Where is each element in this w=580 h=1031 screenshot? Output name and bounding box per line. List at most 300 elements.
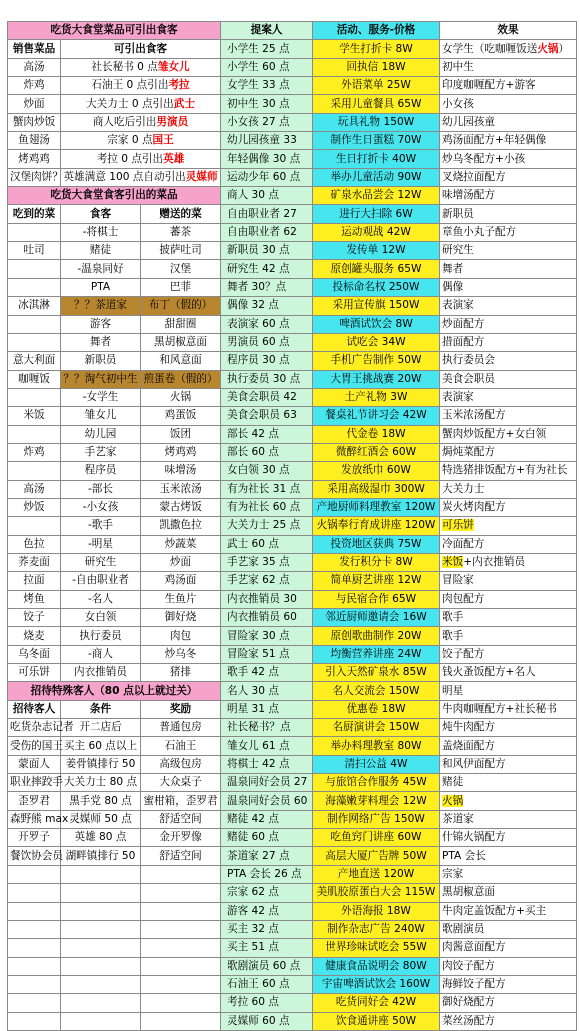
proposer-cell: 游客 42 点	[221, 902, 313, 920]
proposer-cell: 明星 31 点	[221, 700, 313, 718]
table-row	[8, 737, 221, 755]
guest-cell: -将棋士	[61, 223, 141, 241]
proposer-cell: 冒险家 30 点	[221, 627, 313, 645]
table-row	[221, 352, 577, 370]
activity-cell: 制作网络广告 150W	[313, 810, 440, 828]
empty-row	[8, 902, 221, 920]
guest-cell: -部长	[61, 480, 141, 498]
table-row	[8, 847, 221, 865]
header-proposer: 提案人	[221, 22, 313, 40]
table-row	[8, 278, 221, 296]
effect-text: 什锦火锅配方	[442, 831, 506, 844]
empty-cell	[141, 902, 221, 920]
table-row	[221, 278, 577, 296]
effect-text: 执行委员会	[442, 354, 495, 367]
effect-cell	[440, 865, 577, 883]
table-row	[221, 847, 577, 865]
effect-cell	[440, 700, 577, 718]
effect-text: 黑胡椒意面	[442, 886, 495, 899]
gift-dish-cell: 和风意面	[141, 352, 221, 370]
activity-cell: 大胃王挑战赛 20W	[313, 370, 440, 388]
proposer-cell: 买主 32 点	[221, 920, 313, 938]
dish-cell: 蟹肉炒饭	[8, 113, 61, 131]
proposer-cell: 年轻偶像 30 点	[221, 150, 313, 168]
left-table	[7, 21, 221, 1031]
table-row	[221, 774, 577, 792]
proposer-cell: 武士 60 点	[221, 535, 313, 553]
col-header: 吃到的菜	[8, 205, 61, 223]
activity-cell: 发传单 12W	[313, 242, 440, 260]
empty-cell	[141, 865, 221, 883]
gift-dish-cell: 布丁（假的）	[141, 297, 221, 315]
table-row	[8, 388, 221, 406]
top-band	[0, 0, 580, 21]
guest-cell: PTA	[61, 278, 141, 296]
effect-text: 菜丝汤配方	[442, 1014, 495, 1027]
effect-cell	[440, 517, 577, 535]
dish-cell: 烤鸡鸡	[8, 150, 61, 168]
guest-text: 大关力士 0 点引出	[86, 97, 174, 110]
effect-text: 印度咖喱配方+游客	[442, 79, 536, 92]
table-row	[8, 517, 221, 535]
activity-cell: 手机广告制作 50W	[313, 352, 440, 370]
table-row	[8, 572, 221, 590]
table-row	[8, 609, 221, 627]
empty-cell	[8, 884, 61, 902]
effect-text: 舞者	[442, 262, 464, 275]
empty-cell	[141, 994, 221, 1012]
empty-cell	[141, 957, 221, 975]
effect-cell	[440, 58, 577, 76]
guest-name: 灵媒师	[185, 170, 218, 183]
empty-row	[8, 975, 221, 993]
table-row	[221, 535, 577, 553]
table-row	[221, 168, 577, 186]
dish-cell: 鱼翅汤	[8, 132, 61, 150]
effect-cell	[440, 462, 577, 480]
right-header-row	[221, 22, 577, 40]
table-row	[221, 865, 577, 883]
activity-cell: 简单厨艺讲座 12W	[313, 572, 440, 590]
table-row	[8, 260, 221, 278]
guest-cell: 幼儿园	[61, 425, 141, 443]
gift-dish-cell: 甜甜圈	[141, 315, 221, 333]
eaten-dish-cell	[8, 517, 61, 535]
empty-cell	[61, 1012, 141, 1030]
special-guest-cell: 职业摔跤手	[8, 774, 61, 792]
empty-row	[8, 1012, 221, 1030]
activity-cell: 清扫公益 4W	[313, 755, 440, 773]
activity-cell: 外语海报 18W	[313, 902, 440, 920]
proposer-cell: 社长秘书？点	[221, 719, 313, 737]
eaten-dish-cell: 乌冬面	[8, 645, 61, 663]
effect-text: 盖烧面配方	[442, 739, 495, 752]
effect-cell	[440, 755, 577, 773]
table-row	[8, 498, 221, 516]
activity-cell: 饮食通讲座 50W	[313, 1012, 440, 1030]
activity-cell: 微醉红酒会 60W	[313, 443, 440, 461]
effect-cell	[440, 590, 577, 608]
table-row	[8, 829, 221, 847]
special-header-row	[8, 700, 221, 718]
proposer-cell: 商人 30 点	[221, 187, 313, 205]
guest-text: 社长秘书 0 点	[91, 60, 158, 73]
guest-cell: 舞者	[61, 333, 141, 351]
table-row	[221, 95, 577, 113]
activity-cell: 与旅馆合作服务 45W	[313, 774, 440, 792]
guest-cell: -名人	[61, 590, 141, 608]
table-row	[221, 902, 577, 920]
proposer-cell: 女学生 33 点	[221, 77, 313, 95]
activity-cell: 产地厨师料理教室 120W	[313, 498, 440, 516]
proposer-cell: 灵媒师 60 点	[221, 1012, 313, 1030]
effect-cell	[440, 810, 577, 828]
effect-text: 海鲜饺子配方	[442, 978, 506, 991]
section-title-dishes-row	[8, 187, 221, 205]
effect-text: 大关力士	[442, 482, 485, 495]
special-guest-cell: 开罗子	[8, 829, 61, 847]
activity-cell: 海藻嫩芽料理会 12W	[313, 792, 440, 810]
col-header: 食客	[61, 205, 141, 223]
table-row	[8, 132, 221, 150]
table-row	[8, 627, 221, 645]
gift-dish-cell: 巴菲	[141, 278, 221, 296]
effect-text: 幼儿园孩童	[442, 115, 495, 128]
table-row	[221, 590, 577, 608]
empty-row	[8, 884, 221, 902]
effect-cell	[440, 719, 577, 737]
special-guest-cell: 森野熊 max	[8, 810, 61, 828]
effect-cell	[440, 443, 577, 461]
effect-cell	[440, 352, 577, 370]
effect-text: 歌手	[442, 611, 464, 624]
activity-cell: 代金卷 18W	[313, 425, 440, 443]
effect-text: 表演家	[442, 391, 474, 404]
effect-text: PTA 会长	[442, 849, 486, 862]
guest-cell: 内衣推销员	[61, 664, 141, 682]
activity-cell: 学生打折卡 8W	[313, 40, 440, 58]
section-title-special: 招待特殊客人（80 点以上就过关）	[8, 682, 221, 700]
gift-dish-cell: 鸡汤面	[141, 572, 221, 590]
effect-text: 钱火蚤饭配方+名人	[442, 666, 536, 679]
proposer-cell: 有为社长 31 点	[221, 480, 313, 498]
guest-cell	[61, 150, 221, 168]
effect-text: 初中生	[442, 60, 474, 73]
effect-cell	[440, 847, 577, 865]
effect-cell	[440, 609, 577, 627]
effect-cell	[440, 498, 577, 516]
table-row	[8, 223, 221, 241]
gift-dish-cell: 煎蛋卷（假的）	[141, 370, 221, 388]
table-row	[221, 297, 577, 315]
proposer-cell: 茶道家 27 点	[221, 847, 313, 865]
gift-dish-cell: 鸡蛋饭	[141, 407, 221, 425]
table-row	[221, 132, 577, 150]
guest-text: 商人吃后引出	[92, 115, 157, 128]
proposer-cell: 美食会职员 63	[221, 407, 313, 425]
effect-cell	[440, 297, 577, 315]
effect-cell	[440, 77, 577, 95]
activity-cell: 矿泉水品尝会 12W	[313, 187, 440, 205]
effect-cell	[440, 40, 577, 58]
guest-cell: 赌徒	[61, 242, 141, 260]
effect-text: 偶像	[442, 280, 464, 293]
guest-cell	[61, 168, 221, 186]
guest-name: 国王	[152, 134, 174, 147]
effect-text: 歌手	[442, 629, 464, 642]
empty-row	[8, 939, 221, 957]
proposer-cell: 温泉同好会员 60	[221, 792, 313, 810]
activity-cell: 举办儿童活动 90W	[313, 168, 440, 186]
empty-cell	[141, 1012, 221, 1030]
guest-cell: -小女孩	[61, 498, 141, 516]
table-row	[8, 553, 221, 571]
col-header: 奖励	[141, 700, 221, 718]
guest-cell: 游客	[61, 315, 141, 333]
effect-cell	[440, 792, 577, 810]
guest-cell: -商人	[61, 645, 141, 663]
proposer-cell: 舞者 30？点	[221, 278, 313, 296]
effect-text: 措面配方	[442, 336, 485, 349]
guest-name: 男演员	[156, 115, 189, 128]
activity-cell: 举办料理教室 80W	[313, 737, 440, 755]
guest-cell	[61, 77, 221, 95]
effect-cell	[440, 664, 577, 682]
guest-cell: 手艺家	[61, 443, 141, 461]
empty-cell	[61, 957, 141, 975]
eaten-dish-cell	[8, 462, 61, 480]
activity-cell: 投标命名权 250W	[313, 278, 440, 296]
table-row	[221, 627, 577, 645]
eaten-dish-cell: 炒饭	[8, 498, 61, 516]
empty-cell	[8, 920, 61, 938]
table-row	[221, 957, 577, 975]
effect-text: 肉酱意面配方	[442, 941, 506, 954]
effect-text: 美食会职员	[442, 372, 495, 385]
empty-row	[8, 920, 221, 938]
effect-text: 女学生（吃咖喱饭送	[442, 42, 538, 55]
table-row	[221, 737, 577, 755]
activity-cell: 回执信 18W	[313, 58, 440, 76]
table-row	[8, 645, 221, 663]
table-row	[8, 535, 221, 553]
activity-cell: 均衡营养讲座 24W	[313, 645, 440, 663]
effect-text: ）	[558, 42, 570, 55]
gift-dish-cell: 玉米浓汤	[141, 480, 221, 498]
table-row	[221, 77, 577, 95]
table-row	[8, 77, 221, 95]
effect-text: 茶道家	[442, 812, 474, 825]
effect-cell	[440, 132, 577, 150]
guest-name: 雏女儿	[157, 60, 190, 73]
table-row	[8, 113, 221, 131]
activity-cell: 吃货同好会 42W	[313, 994, 440, 1012]
activity-cell: 优惠卷 18W	[313, 700, 440, 718]
table-row	[221, 113, 577, 131]
empty-cell	[61, 939, 141, 957]
eaten-dish-cell: 饺子	[8, 609, 61, 627]
guest-name: 英雄	[163, 152, 185, 165]
guest-cell: 研究生	[61, 553, 141, 571]
proposer-cell: 有为社长 60 点	[221, 498, 313, 516]
table-row	[221, 498, 577, 516]
empty-cell	[8, 957, 61, 975]
table-row	[221, 40, 577, 58]
section-title-menu: 吃货大食堂菜品可引出食客	[8, 22, 221, 40]
table-row	[8, 719, 221, 737]
activity-cell: 餐桌礼节讲习会 42W	[313, 407, 440, 425]
gift-dish-cell: 蒙古烤饭	[141, 498, 221, 516]
effect-cell	[440, 242, 577, 260]
guest-name: 考拉	[168, 79, 190, 92]
empty-cell	[61, 994, 141, 1012]
empty-cell	[141, 884, 221, 902]
reward-cell: 大众桌子	[141, 774, 221, 792]
effect-text: 赌徒	[442, 776, 464, 789]
effect-text: 炒乌冬配方+小孩	[442, 152, 526, 165]
proposer-cell: 小学生 60 点	[221, 58, 313, 76]
dish-cell: 汉堡肉饼？	[8, 168, 61, 186]
table-row	[221, 645, 577, 663]
guest-cell: -女学生	[61, 388, 141, 406]
eaten-dish-cell: 炸鸡	[8, 443, 61, 461]
empty-cell	[61, 920, 141, 938]
effect-text: 章鱼小丸子配方	[442, 225, 517, 238]
effect-cell	[440, 187, 577, 205]
proposer-cell: PTA 会长 26 点	[221, 865, 313, 883]
eaten-dish-cell	[8, 223, 61, 241]
effect-cell	[440, 223, 577, 241]
eaten-dish-cell: 拉面	[8, 572, 61, 590]
effect-text: 特选猪排饭配方+有为社长	[442, 464, 568, 477]
eaten-dish-cell: 吐司	[8, 242, 61, 260]
activity-cell: 宇宙啤酒试饮会 160W	[313, 975, 440, 993]
table-row	[221, 333, 577, 351]
effect-text: 鸡汤面配方+年轻偶像	[442, 134, 547, 147]
table-row	[8, 297, 221, 315]
proposer-cell: 歌剧演员 60 点	[221, 957, 313, 975]
activity-cell: 与民宿合作 65W	[313, 590, 440, 608]
guest-cell	[61, 58, 221, 76]
empty-cell	[8, 939, 61, 957]
gift-dish-cell: 饭团	[141, 425, 221, 443]
proposer-cell: 内衣推销员 60	[221, 609, 313, 627]
empty-row	[8, 957, 221, 975]
activity-cell: 高层大厦广告牌 50W	[313, 847, 440, 865]
reward-cell: 舒适空间	[141, 810, 221, 828]
effect-text: 冷面配方	[442, 537, 485, 550]
dish-cell: 炒面	[8, 95, 61, 113]
table-row	[221, 719, 577, 737]
effect-text: 味增汤配方	[442, 189, 495, 202]
guest-cell: 程序员	[61, 462, 141, 480]
condition-cell: 开二店后	[61, 719, 141, 737]
condition-cell: 湖畔镇排行 50	[61, 847, 141, 865]
eaten-dish-cell	[8, 278, 61, 296]
empty-cell	[61, 884, 141, 902]
effect-text: 冒险家	[442, 574, 474, 587]
empty-cell	[8, 975, 61, 993]
activity-cell: 投资地区获典 75W	[313, 535, 440, 553]
table-row	[221, 939, 577, 957]
activity-cell: 外语菜单 25W	[313, 77, 440, 95]
eaten-dish-cell: 米饭	[8, 407, 61, 425]
effect-text: 火锅	[442, 794, 464, 807]
table-row	[8, 242, 221, 260]
effect-cell	[440, 1012, 577, 1030]
proposer-cell: 宗家 62 点	[221, 884, 313, 902]
gift-dish-cell: 味增汤	[141, 462, 221, 480]
activity-cell: 美肌胶原蛋白大会 115W	[313, 884, 440, 902]
effect-highlight: 米饭	[442, 556, 464, 569]
effect-cell	[440, 315, 577, 333]
activity-cell: 名人交流会 150W	[313, 682, 440, 700]
gift-dish-cell: 生鱼片	[141, 590, 221, 608]
table-row	[221, 443, 577, 461]
effect-cell	[440, 939, 577, 957]
guest-cell	[61, 95, 221, 113]
effect-text: 可乐饼	[442, 519, 474, 532]
table-row	[8, 168, 221, 186]
effect-text: 和风伊面配方	[442, 757, 506, 770]
guest-cell: 执行委员	[61, 627, 141, 645]
gift-dish-cell: 御好烧	[141, 609, 221, 627]
reward-cell: 石油王	[141, 737, 221, 755]
section-title-menu-row	[8, 22, 221, 40]
guest-cell: ？？茶道家	[61, 297, 141, 315]
table-row	[221, 242, 577, 260]
activity-cell: 采用高级湿巾 300W	[313, 480, 440, 498]
proposer-cell: 初中生 30 点	[221, 95, 313, 113]
eaten-dish-cell: 冰淇淋	[8, 297, 61, 315]
special-guest-cell: 受伤的国王	[8, 737, 61, 755]
proposer-cell: 名人 30 点	[221, 682, 313, 700]
gift-dish-cell: 凯撒色拉	[141, 517, 221, 535]
proposer-cell: 小女孩 27 点	[221, 113, 313, 131]
empty-cell	[8, 902, 61, 920]
effect-text: 御好烧配方	[442, 996, 495, 1009]
table-row	[221, 920, 577, 938]
empty-cell	[8, 865, 61, 883]
gift-dish-cell: 炒乌冬	[141, 645, 221, 663]
table-row	[221, 517, 577, 535]
gift-dish-cell: 汉堡	[141, 260, 221, 278]
header-activity: 活动、服务-价格	[313, 22, 440, 40]
eaten-dish-cell: 烧麦	[8, 627, 61, 645]
right-table	[220, 21, 577, 1031]
effect-text: 焗炖菜配方	[442, 446, 495, 459]
proposer-cell: 买主 51 点	[221, 939, 313, 957]
col-header: 赠送的菜	[141, 205, 221, 223]
table-row	[8, 462, 221, 480]
table-row	[221, 260, 577, 278]
table-row	[221, 994, 577, 1012]
activity-cell: 健康食品说明会 80W	[313, 957, 440, 975]
guest-name: 武士	[173, 97, 195, 110]
proposer-cell: 研究生 42 点	[221, 260, 313, 278]
guest-text: 宗家 0 点	[107, 134, 153, 147]
effect-cell	[440, 774, 577, 792]
eaten-dish-cell: 可乐饼	[8, 664, 61, 682]
col-header: 条件	[61, 700, 141, 718]
activity-cell: 产地直送 120W	[313, 865, 440, 883]
activity-cell: 吃鱼窍门讲座 60W	[313, 829, 440, 847]
proposer-cell: 赌徒 42 点	[221, 810, 313, 828]
effect-cell	[440, 920, 577, 938]
activity-cell: 发行积分卡 8W	[313, 553, 440, 571]
activity-cell: 采用儿童餐具 65W	[313, 95, 440, 113]
effect-cell	[440, 627, 577, 645]
